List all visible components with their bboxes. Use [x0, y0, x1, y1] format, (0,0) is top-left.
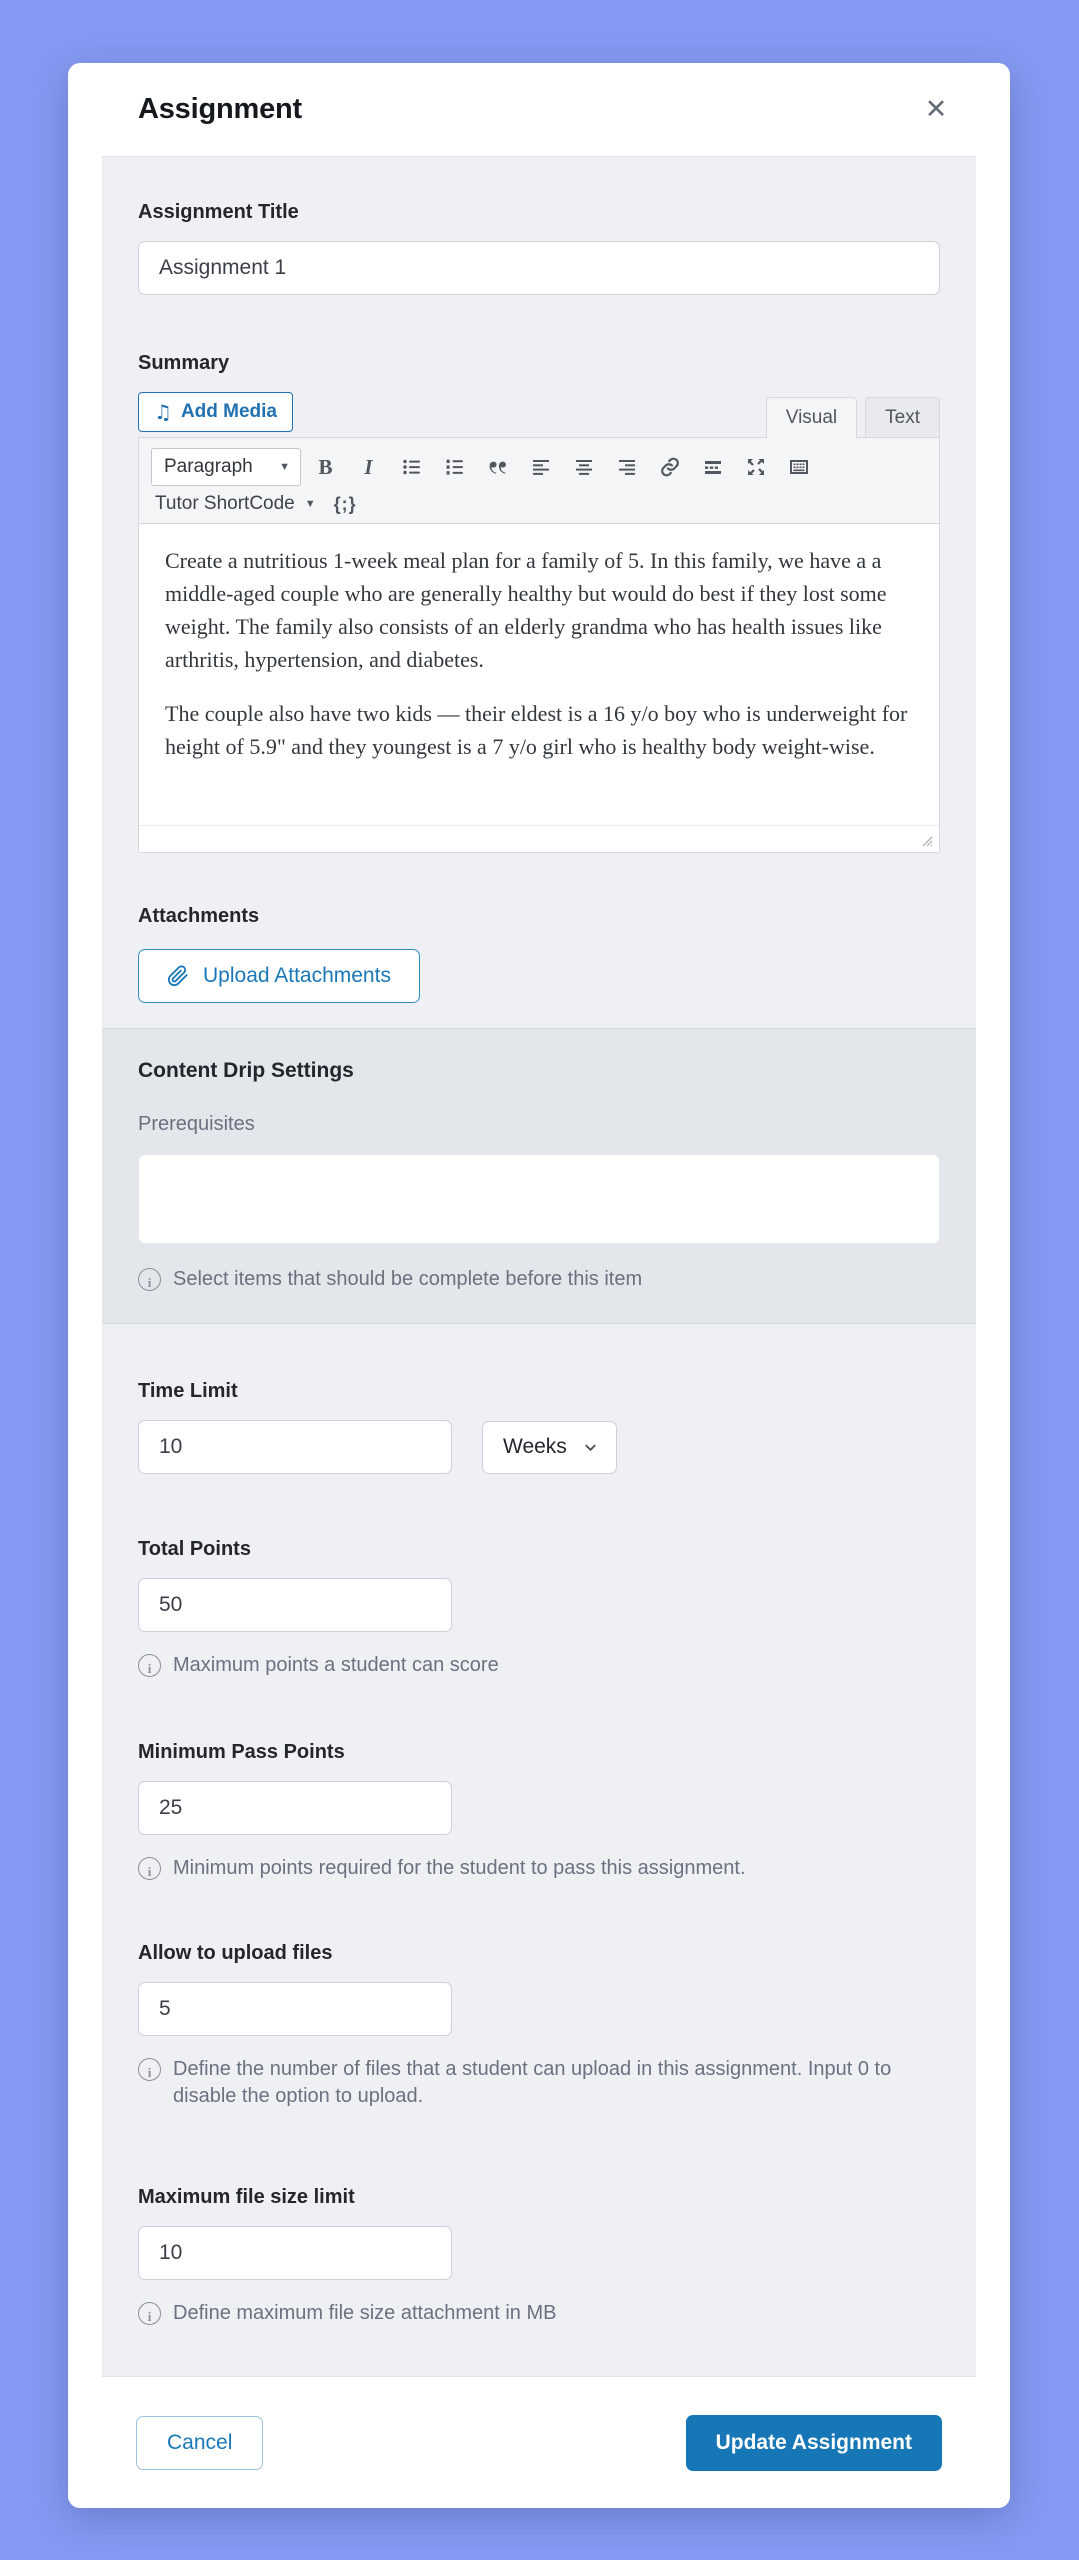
blockquote-icon — [486, 455, 510, 479]
max-file-size-label: Maximum file size limit — [138, 2186, 355, 2208]
time-limit-label: Time Limit — [138, 1380, 238, 1402]
bullet-list-button[interactable] — [393, 449, 430, 485]
time-limit-input[interactable] — [138, 1420, 452, 1474]
add-media-label: Add Media — [180, 401, 277, 422]
media-icon: ♫ — [154, 400, 172, 424]
keyboard-icon — [787, 455, 811, 479]
shortcode-code-button[interactable]: {;} — [333, 493, 357, 514]
allow-upload-files-help — [138, 2056, 940, 2110]
toolbar-toggle-button[interactable] — [780, 449, 817, 485]
align-left-button[interactable] — [522, 449, 559, 485]
toolbar-row-1 — [151, 448, 927, 486]
bold-icon: B — [318, 454, 333, 479]
read-more-tag-button[interactable] — [694, 449, 731, 485]
numbered-list-icon — [443, 455, 467, 479]
allow-upload-files-help-text: Define the number of files that a student can upload in this assignment. Input 0 to disable the option to upload. — [173, 2058, 892, 2107]
tutor-shortcode-label: Tutor ShortCode — [155, 493, 295, 514]
time-unit-select[interactable] — [482, 1421, 617, 1474]
prerequisites-label: Prerequisites — [138, 1113, 255, 1135]
bold-button[interactable] — [307, 449, 344, 485]
bullet-list-icon — [400, 455, 424, 479]
attachments-label: Attachments — [138, 905, 260, 927]
italic-button[interactable] — [350, 449, 387, 485]
content-drip-heading: Content Drip Settings — [138, 1059, 354, 1082]
align-center-icon — [572, 455, 596, 479]
editor-statusbar — [139, 825, 939, 852]
chevron-down-icon — [583, 1440, 598, 1455]
paragraph-select[interactable] — [151, 448, 301, 486]
cancel-button[interactable]: Cancel — [136, 2416, 263, 2470]
info-icon: i — [138, 2302, 161, 2325]
content-drip-section — [102, 1028, 976, 1324]
summary-label: Summary — [138, 352, 230, 374]
editor-tabs — [766, 397, 940, 437]
fullscreen-icon — [744, 455, 768, 479]
dropdown-triangle-icon: ▼ — [304, 497, 316, 510]
assignment-title-label: Assignment Title — [138, 201, 299, 223]
max-file-size-help-text: Define maximum file size attachment in MB — [173, 2302, 557, 2324]
update-assignment-button[interactable]: Update Assignment — [686, 2415, 942, 2471]
allow-upload-files-input[interactable] — [138, 1982, 452, 2036]
modal-header — [68, 63, 1010, 156]
allow-upload-files-label: Allow to upload files — [138, 1942, 333, 1964]
toolbar-row-2 — [151, 493, 927, 515]
total-points-help — [138, 1652, 940, 1679]
total-points-input[interactable] — [138, 1578, 452, 1632]
min-pass-points-label: Minimum Pass Points — [138, 1741, 345, 1763]
min-pass-points-help-text: Minimum points required for the student to pass this assignment. — [173, 1857, 746, 1879]
tab-text[interactable]: Text — [865, 397, 940, 437]
info-icon: i — [138, 1268, 161, 1291]
prerequisites-help — [138, 1266, 940, 1293]
resize-grip-icon[interactable] — [921, 835, 933, 847]
upload-attachments-button[interactable] — [138, 949, 420, 1003]
prerequisites-input[interactable] — [138, 1154, 940, 1244]
max-file-size-help — [138, 2300, 940, 2327]
modal-footer — [68, 2377, 1010, 2508]
total-points-help-text: Maximum points a student can score — [173, 1654, 499, 1676]
dropdown-triangle-icon: ▼ — [279, 460, 290, 473]
total-points-label: Total Points — [138, 1538, 251, 1560]
numbered-list-button[interactable] — [436, 449, 473, 485]
summary-editor — [138, 437, 940, 853]
upload-attachments-label: Upload Attachments — [203, 964, 391, 987]
align-right-icon — [615, 455, 639, 479]
read-more-tag-icon — [701, 455, 725, 479]
summary-content-area[interactable] — [139, 524, 939, 825]
fullscreen-button[interactable] — [737, 449, 774, 485]
align-right-button[interactable] — [608, 449, 645, 485]
prerequisites-help-text: Select items that should be complete before this item — [173, 1268, 643, 1290]
italic-icon: I — [364, 454, 373, 479]
blockquote-button[interactable] — [479, 449, 516, 485]
align-center-button[interactable] — [565, 449, 602, 485]
modal-body — [102, 156, 976, 2377]
min-pass-points-help — [138, 1855, 940, 1882]
assignment-modal — [68, 63, 1010, 2508]
editor-toolbar — [139, 438, 939, 524]
editor-topbar — [138, 391, 940, 437]
link-button[interactable] — [651, 449, 688, 485]
align-left-icon — [529, 455, 553, 479]
time-unit-value: Weeks — [503, 1435, 567, 1458]
info-icon: i — [138, 1857, 161, 1880]
summary-paragraph: Create a nutritious 1-week meal plan for a family of 5. In this family, we have a a middle-aged couple who are generally healthy but would do best if they lost some weight. The family also consists of an elderly grandma who has health issues like arthritis, hypertension, and diabetes. — [165, 548, 887, 672]
link-icon — [658, 455, 682, 479]
min-pass-points-input[interactable] — [138, 1781, 452, 1835]
close-icon[interactable]: ✕ — [916, 90, 956, 130]
tab-visual[interactable]: Visual — [766, 397, 857, 438]
info-icon: i — [138, 1654, 161, 1677]
info-icon: i — [138, 2058, 161, 2081]
assignment-title-input[interactable] — [138, 241, 940, 295]
tutor-shortcode-dropdown[interactable] — [155, 493, 316, 515]
time-limit-row — [138, 1403, 940, 1474]
add-media-button[interactable] — [138, 392, 293, 432]
summary-paragraph: The couple also have two kids — their eldest is a 16 y/o boy who is underweight for height of 5.9" and they youngest is a 7 y/o girl who is healthy body weight-wise. — [165, 701, 908, 759]
paperclip-icon — [167, 965, 189, 987]
max-file-size-input[interactable] — [138, 2226, 452, 2280]
paragraph-select-value: Paragraph — [164, 456, 253, 477]
modal-title: Assignment — [138, 93, 302, 125]
